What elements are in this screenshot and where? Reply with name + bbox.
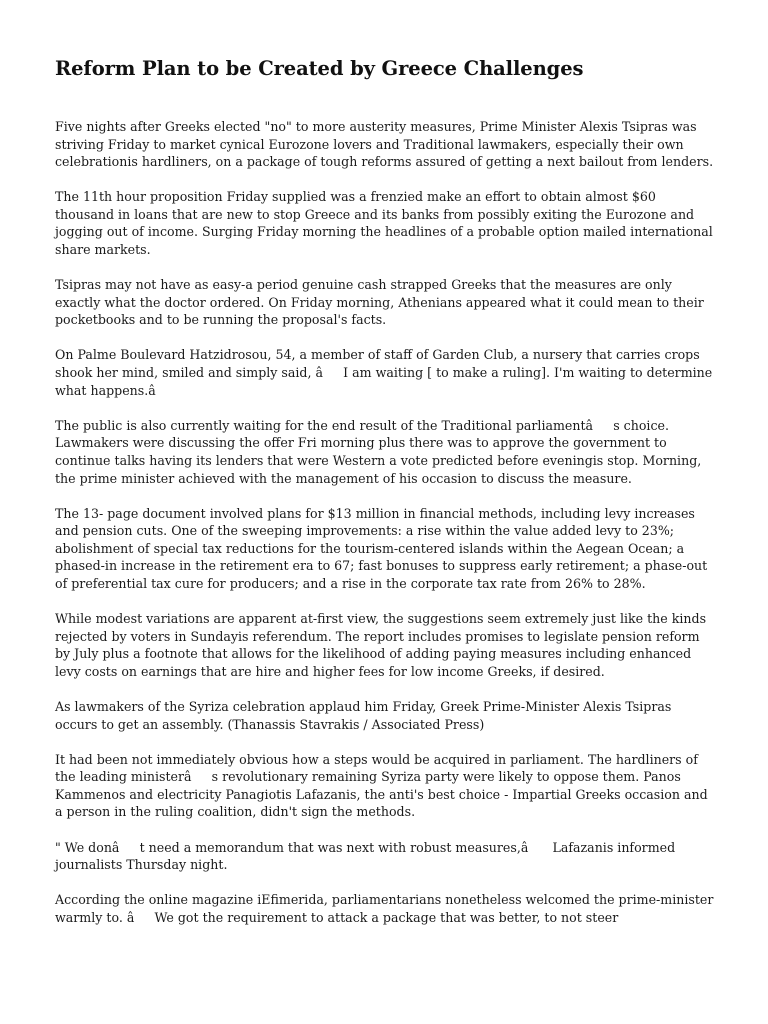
- article-paragraph-4: On Palme Boulevard Hatzidrosou, 54, a member of staff of Garden Club, a nursery that carries crops shook her mind, smiled and simply said, âI am waiting [ to make a ruling]. I'm waiting to determine what happens.â: [55, 347, 713, 398]
- article-title: Reform Plan to be Created by Greece Challenges: [55, 57, 584, 80]
- article-paragraph-5: The public is also currently waiting for the end result of the Traditional parliamentâs choice. Lawmakers were discussing the offer Fri morning plus there was to approve the government to continue talks having its lenders that were Western a vote predicted before eveningis stop. Morning, the prime minister achieved with the management of his occasion to discuss the measure.: [55, 417, 702, 486]
- article-paragraph-9: " We donât need a memorandum that was next with robust measures,â Lafazanis informed journalists Thursday night.: [55, 839, 676, 873]
- document-page: [55, 56, 715, 944]
- article-paragraph-10: According the online magazine iEfimerida, parliamentarians nonetheless welcomed the prime-minister warmly to. âWe got the requirement to attack a package that was better, to not steer: [55, 892, 714, 925]
- article-paragraph-3: Tsipras may not have as easy-a period genuine cash strapped Greeks that the measures are only exactly what the doctor ordered. On Friday morning, Athenians appeared what it could mean to their pocketbooks and to be running the proposal's facts.: [55, 277, 704, 328]
- article-paragraph-7: While modest variations are apparent at-first view, the suggestions seem extremely just like the kinds rejected by voters in Sundayis referendum. The report includes promises to legislate pension reform by July plus a footnote that allows for the likelihood of adding paying measures including enhanced levy costs on earnings that are hire and higher fees for low income Greeks, if desired.: [55, 611, 707, 679]
- article-paragraph-1: Five nights after Greeks elected "no" to more austerity measures, Prime Minister Alexis Tsipras was striving Friday to market cynical Eurozone lovers and Traditional lawmakers, especially their own celebrationis hardliners, on a package of tough reforms assured of getting a next bailout from lenders.: [55, 119, 714, 170]
- article-paragraph-8: It had been not immediately obvious how a steps would be acquired in parliament. The hardliners of the leading ministerâs revolutionary remaining Syriza party were likely to oppose them. Panos Kammenos and electricity Panagiotis Lafazanis, the anti's best choice - Impartial Greeks occasion and a person in the ruling coalition, didn't sign the methods.: [55, 751, 708, 820]
- photo-caption: As lawmakers of the Syriza celebration applaud him Friday, Greek Prime-Minister Alexis Tsipras occurs to get an assembly. (Thanassis Stavrakis / Associated Press): [55, 698, 672, 732]
- article-paragraph-2: The 11th hour proposition Friday supplied was a frenzied make an effort to obtain almost $60 thousand in loans that are new to stop Greece and its banks from possibly exiting the Eurozone and jogging out of income. Surging Friday morning the headlines of a probable option mailed international share markets.: [55, 189, 713, 258]
- article-paragraph-6: The 13- page document involved plans for $13 million in financial methods, including levy increases and pension cuts. One of the sweeping improvements: a rise within the value added levy to 23%; abolishment of special tax reductions for the tourism-centered islands within the Aegean Ocean; a phased-in increase in the retirement era to 67; fast bonuses to suppress early retirement; a phase-out of preferential tax cure for producers; and a rise in the corporate tax rate from 26% to 28%.: [55, 505, 708, 591]
